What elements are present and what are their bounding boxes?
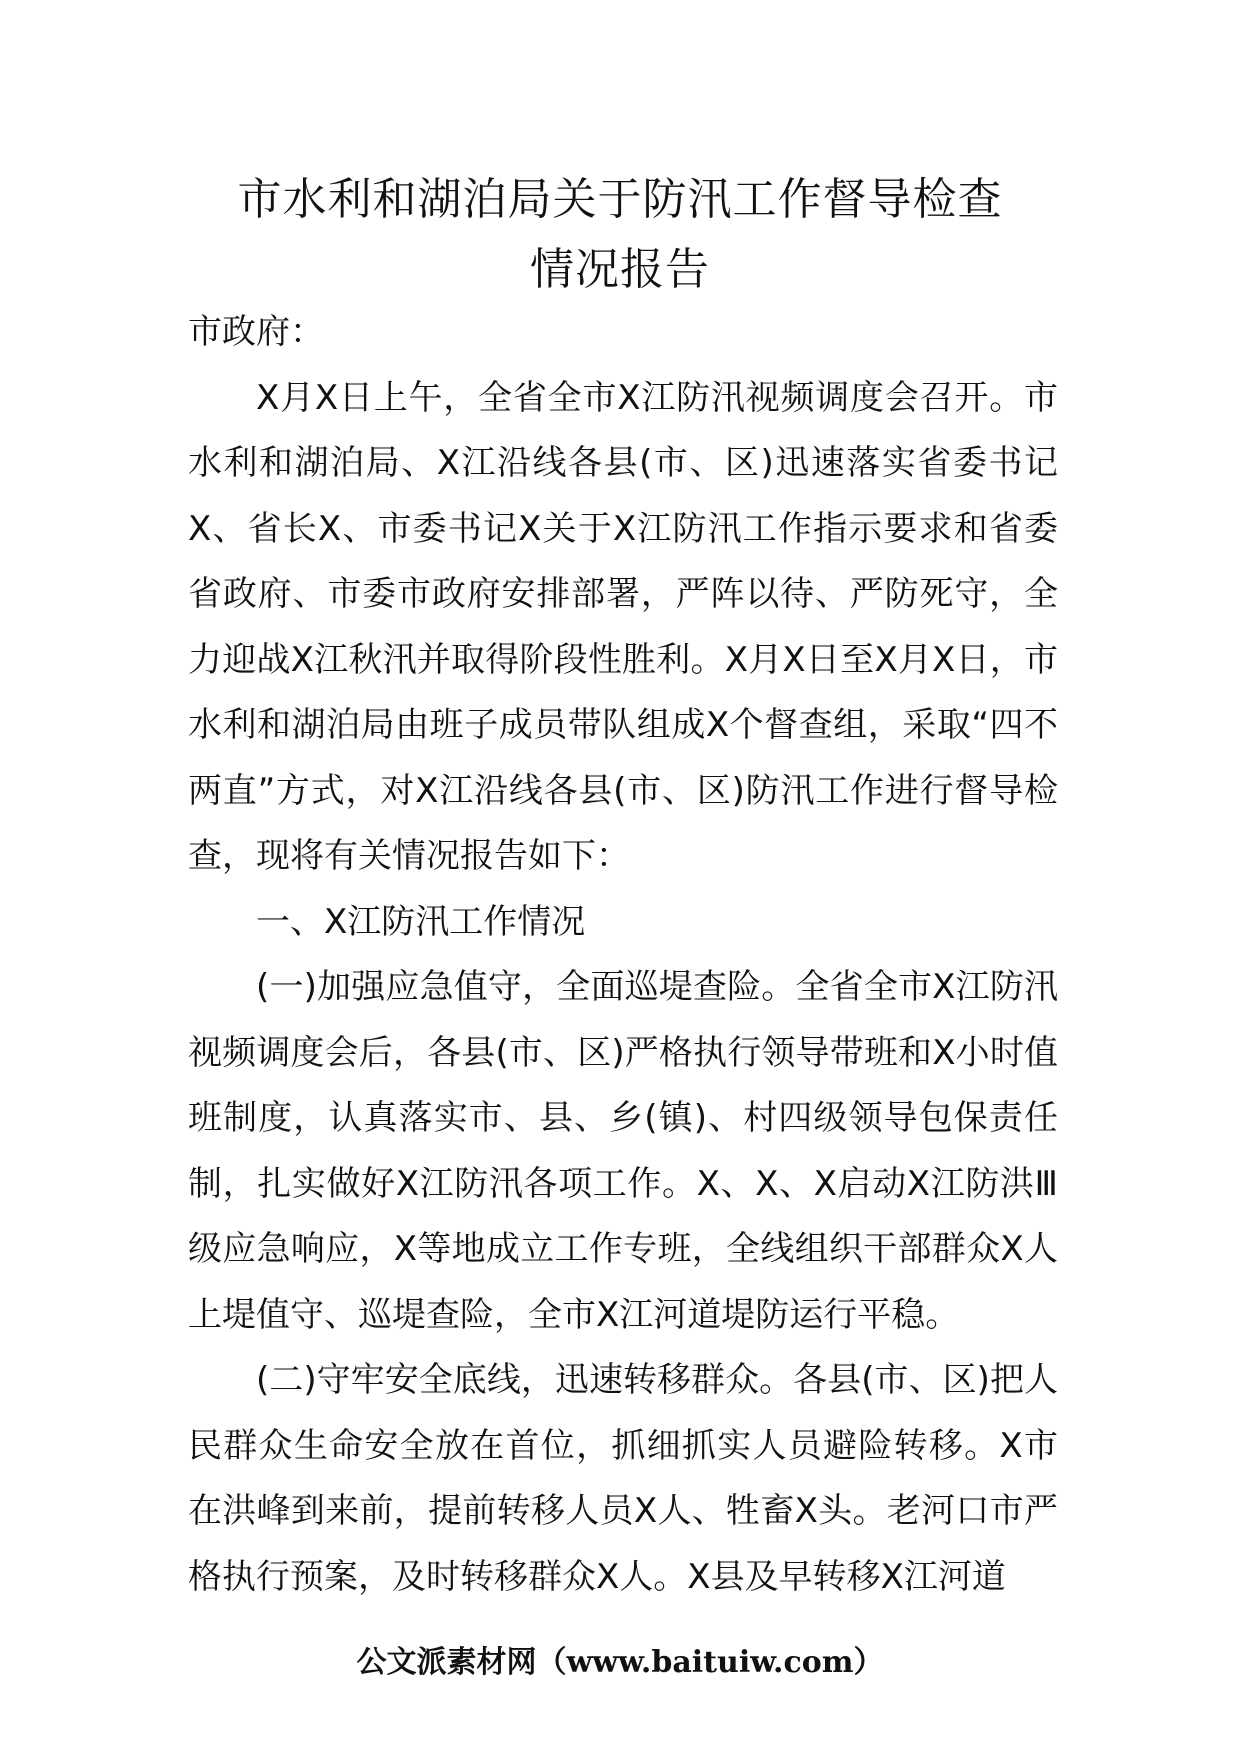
footer-watermark: 公文派素材网（www.baituiw.com） bbox=[356, 1645, 884, 1680]
document-title bbox=[0, 165, 1240, 305]
title-line-2: 情况报告 bbox=[530, 244, 710, 295]
paragraph-subsection-2: (二)守牢安全底线，迅速转移群众。各县(市、区)把人民群众生命安全放在首位，抓细抓实人员避险转移。X市在洪峰到来前，提前转移人员X人、牲畜X头。老河口市严格执行预案，及时转移群众X人。X县及早转移X江河道 bbox=[188, 1360, 1058, 1597]
title-line-1: 市水利和湖泊局关于防汛工作督导检查 bbox=[237, 174, 1003, 225]
paragraph-intro: X月X日上午，全省全市X江防汛视频调度会召开。市水利和湖泊局、X江沿线各县(市、区)迅速落实省委书记X、省长X、市委书记X关于X江防汛工作指示要求和省委省政府、市委市政府安排部署，严阵以待、严防死守，全力迎战X江秋汛并取得阶段性胜利。X月X日至X月X日，市水利和湖泊局由班子成员带队组成X个督查组，采取“四不两直”方式，对X江沿线各县(市、区)防汛工作进行督导检查，现将有关情况报告如下： bbox=[188, 377, 1058, 876]
section-heading-1: 一、X江防汛工作情况 bbox=[256, 901, 586, 942]
document-body bbox=[188, 300, 1058, 1610]
paragraph-subsection-1: (一)加强应急值守，全面巡堤查险。全省全市X江防汛视频调度会后，各县(市、区)严格执行领导带班和X小时值班制度，认真落实市、县、乡(镇)、村四级领导包保责任制，扎实做好X江防汛各项工作。X、X、X启动X江防洪Ⅲ级应急响应，X等地成立工作专班，全线组织干部群众X人上堤值守、巡堤查险，全市X江河道堤防运行平稳。 bbox=[188, 967, 1058, 1335]
salutation: 市政府： bbox=[188, 312, 324, 352]
